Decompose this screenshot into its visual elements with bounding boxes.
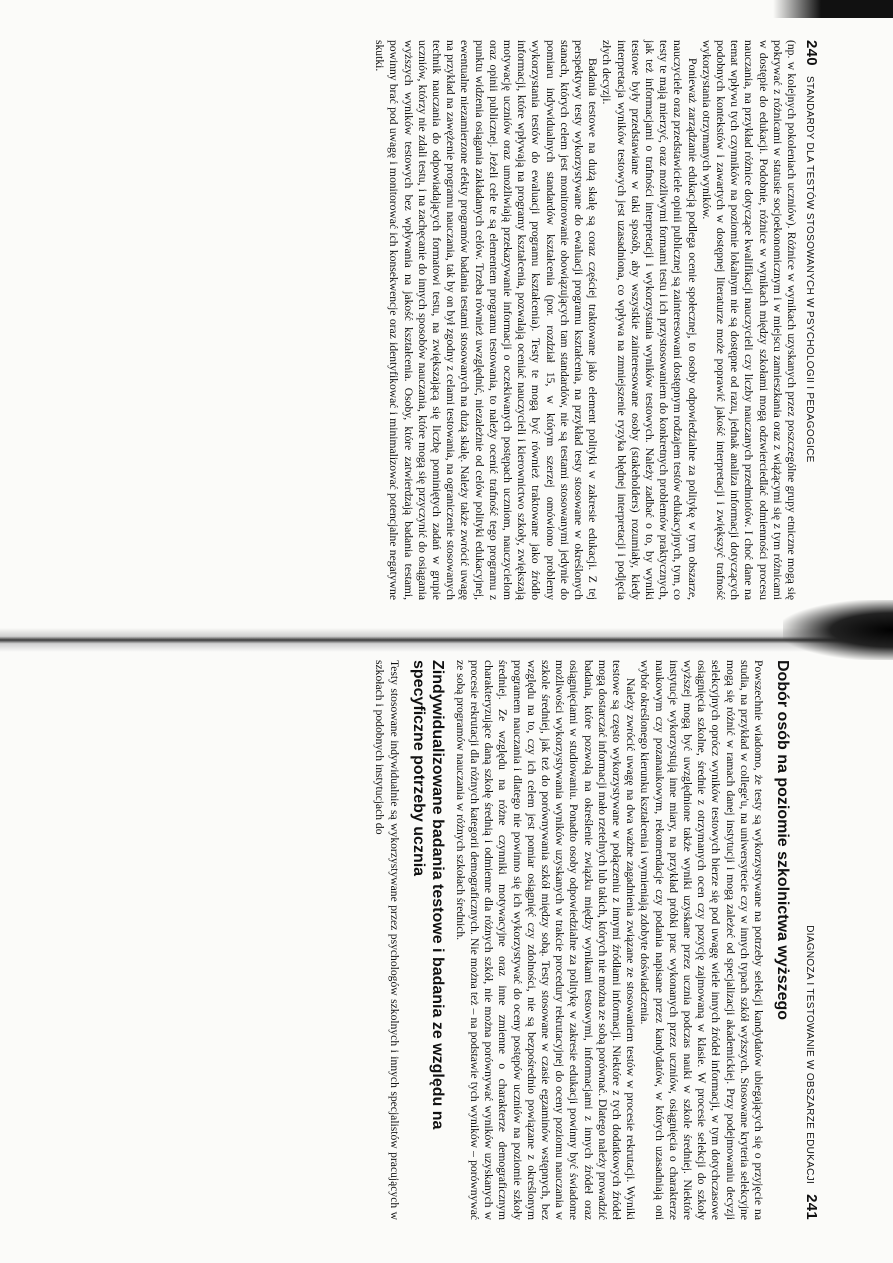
page-number: 240 [803,40,820,66]
body-text [372,40,798,600]
body-text [453,660,765,1220]
page-240 [60,40,820,600]
running-head-text: DIAGNOZA I TESTOWANIE W OBSZARZE EDUKACJI [804,925,815,1185]
running-head-text: STANDARDY DLA TESTÓW STOSOWANYCH W PSYCHOLOGII I PEDAGOGICE [804,75,815,463]
paragraph: (np. w kolejnych pokoleniach uczniów). Różnice w wynikach uzyskanych przez poszczególne grupy etniczne mogą się pokrywać z różnicami w statusie socjoekonomicznym i w miejscu zamieszkania oraz z wiążącymi się z tym różnicami w dostępie do edukacji. Podobnie, różnice w wynikach między szkołami mogą odzwierciedlać odmienności procesu nauczania, na przykład różnice dotyczące kwalifikacji nauczycieli czy liczby nauczanych przedmiotów. I choć dane na temat wpływu tych czynników na poziomie lokalnym nie są dostępne od razu, jednak analiza informacji dotyczących podobnych kontekstów i zawartych w dostępnej literaturze może poprawić jakość interpretacji i zwiększyć trafność wykorzystania otrzymanych wyników. [699,40,798,600]
paragraph: Ponieważ zarządzanie edukacją podlega ocenie społecznej, to osoby odpowiedzialne za politykę w tym obszarze, nauczyciele oraz przedstawiciele opinii publicznej są zainteresowani dostępnym rodzajem testów edukacyjnych, tym, co testy te mają mierzyć, oraz możliwymi formami testu i ich przystosowaniem do konkretnych problemów praktycznych, jak też informacjami o trafności interpretacji i wykorzystania wyników testowych. Należy zadbać o to, by wyniki testowe były przedstawiane w taki sposób, aby wszystkie zainteresowane osoby (stakeholders) rozumiały, kiedy interpretacja wyników testowych jest uzasadniona, co wpływa na zmniejszenie ryzyka błędnej interpretacji i podjęcia złych decyzji. [600,40,699,600]
running-head-240 [798,40,820,600]
paragraph: Należy zwrócić uwagę na dwa ważne zagadnienia związane ze stosowaniem testów w procesie rekrutacji. Wyniki testowe są często wykorzystywane w połączeniu z innymi źródłami informacji. Niektóre z tych dodatkowych źródeł mogą dostarczać informacji mało rzetelnych lub takich, których nie można ze sobą porównać. Dlatego należy prowadzić badania, które pozwolą na określenie związku między wynikami testowymi, informacjami z innych źródeł oraz osiągnięciami w studiowaniu. Ponadto osoby odpowiedzialne za politykę w zakresie edukacji powinny być świadome możliwości wykorzystywania wyników uzyskanych w trakcie procedury rekrutacyjnej do oceny poziomu nauczania w szkole średniej, jak też do porównywania szkół między sobą. Testy stosowane w czasie egzaminów wstępnych, bez względu na to, czy ich celem jest pomiar osiągnięć czy zdolności, nie są bezpośrednio powiązane z określonym programem nauczania i dlatego nie powinno się ich wykorzystywać do oceny postępów uczniów na poziomie szkoły średniej. Ze względu na różne czynniki motywacyjne oraz inne zmienne o charakterze demograficznym charakteryzujące daną szkołę średnią i odmienne dla różnych szkół, nie można porównywać wyników uzyskanych w procesie rekrutacji dla różnych kategorii demograficznych. Nie można też – na podstawie tych wyników – porównywać ze sobą programów nauczania w różnych szkołach średnich. [453,660,638,1220]
page-241 [60,660,820,1220]
page-number: 241 [803,1194,820,1220]
paragraph: Badania testowe na dużą skalę są coraz częściej traktowane jako element polityki w zakresie edukacji. Z tej perspektywy testy wykorzystywane do ewaluacji programu kształcenia, na przykład testy stosowane w określonych stanach, których celem jest monitorowanie obowiązujących tam standardów, nie są testami stosowanymi jedynie do pomiaru indywidualnych standardów kształcenia (por. rozdział 15, w którym szerzej omówiono problemy wykorzystania testów do ewaluacji programu kształcenia). Testy te mogą być również traktowane jako źródło informacji, które wpływają na programy kształcenia, pozwalają oceniać nauczycieli i kierownictwo szkoły, zwiększają motywację uczniów oraz umożliwiają przekazywanie informacji o oczekiwanych postępach uczniom, nauczycielom oraz opinii publicznej. Jeżeli cele te są elementem programu testowania, to należy ocenić trafność tego programu z punktu widzenia osiągania zakładanych celów. Trzeba również uwzględnić, niezależnie od celów polityki edukacyjnej, ewentualne niezamierzone efekty programów badania testami stosowanych na dużą skalę. Należy także zwrócić uwagę na przykład na zawężenie programu nauczania, tak by on był zgodny z celami testowania, na ograniczenie stosowanych technik nauczania do odpowiadających formatowi testu, na zwiększającą się liczbę pominiętych zadań w grupie uczniów, którzy nie zdali testu, i na zachęcanie do innych sposobów nauczania, które mogą się przyczynić do osiągania wyższych wyników testowych bez wpływania na jakość kształcenia. Osoby, które zatwierdzają badania testami, powinny brać pod uwagę i monitorować ich konsekwencje oraz identyfikować i minimalizować potencjalne negatywne skutki. [373,40,600,600]
book-edge-shadow-top [773,0,893,18]
body-text [372,660,400,1220]
section-heading: Zindywidualizowane badania testowe i badania ze względu na specyficzne potrzeby ucznia [409,660,446,1130]
paragraph: Testy stosowane indywidualnie są wykorzystywane przez psychologów szkolnych i innych specjalistów pracujących w szkołach i podobnych instytucjach do [373,660,401,1220]
book-edge-shadow-spine [783,600,893,660]
section-heading: Dobór osób na poziomie szkolnictwa wyższego [774,660,791,1021]
book-spine-gutter [0,628,893,652]
paragraph: Powszechnie wiadomo, że testy są wykorzystywane na potrzeby selekcji kandydatów ubiegających się o przyjęcie na studia, na przykład w college'u, na uniwersytecie czy w innych typach szkół wyższych. Stosowane kryteria selekcyjne mogą się różnić w ramach danej instytucji i mogą zależeć od specjalizacji akademickiej. Przy podejmowaniu decyzji selekcyjnych oprócz wyników testowych bierze się pod uwagę wiele innych źródeł informacji, w tym dotychczasowe osiągnięcia szkolne, średnie z otrzymanych ocen czy pozycję zajmowaną w klasie. W procesie selekcji do szkoły wyższej mogą być uwzględnione także wyniki uzyskane przez ucznia podczas nauki w szkole średniej. Niektóre instytucje wykorzystują inne miary, na przykład próbki prac wykonanych przez uczniów, osiągnięcia o charakterze naukowym czy pozanaukowym, rekomendacje czy podania napisane przez kandydatów, w których uzasadniają oni wybór określonego kierunku kształcenia i wymieniają zdobyte doświadczenia. [638,660,765,1220]
running-head-241 [798,660,820,1220]
